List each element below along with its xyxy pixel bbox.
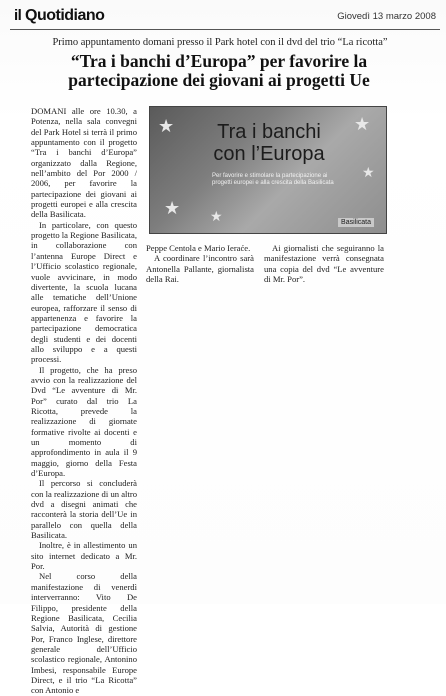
photo-title-line: Tra i banchi — [217, 121, 321, 143]
paragraph: Inoltre, è in allestimento un sito internet dedicato a Mr. Por. — [31, 540, 137, 572]
masthead — [10, 7, 440, 30]
paragraph: Il percorso si concluderà con la realizzazione di un altro dvd a disegni animati che racconterà la storia dell’Ue in parallelo con quella della Basilicata. — [31, 478, 137, 541]
eu-star-icon: ★ — [362, 166, 375, 181]
article-photo — [149, 106, 387, 234]
paragraph: Peppe Centola e Mario Ieraće. — [146, 243, 251, 253]
eu-star-icon: ★ — [354, 114, 371, 134]
paragraph: In particolare, con questo progetto la Regione Basilicata, in collaborazione con l’antenna Europe Direct e l’Ufficio scolastico regionale, vuole avvicinare, in modo divertente, la scuola lucana alle tematiche dell’Unione europea, rafforzare il senso di appartenenza e favorire la partecipazione democratica degli studenti e dei docenti allo sviluppo e a questi processi. — [31, 219, 137, 365]
paragraph: Ai giornalisti che seguiranno la manifestazione verrà consegnata una copia del dvd “Le avventure di Mr. Por”. — [264, 243, 384, 285]
photo-title-line: con l’Europa — [213, 143, 325, 165]
article-headline: “Tra i banchi d’Europa” per favorire la partecipazione dei giovani ai progetti Ue — [68, 51, 370, 90]
issue-date: Giovedì 13 marzo 2008 — [337, 11, 436, 22]
paragraph: A coordinare l’incontro sarà Antonella Pallante, giornalista della Rai. — [146, 253, 254, 285]
paragraph: Nel corso della manifestazione di venerdì interverranno: Vito De Filippo, presidente della Regione Basilicata, Cecilia Salvia, Autorità di gestione Por, Franco Inglese, direttore generale dell’Ufficio scolastico regionale, Antonino Imbesi, responsabile Europe Direct, e il trio “La Ricotta” con Antonio e — [31, 571, 137, 696]
article-column-2 — [146, 243, 254, 284]
paragraph: Il progetto, che ha preso avvio con la realizzazione del Dvd “Le avventure di Mr. Por” curato dal trio La Ricotta, prevede la realizzazione di giornate formative rivolte ai docenti e un momento di approfondimento in aula il 9 maggio, giorno della Festa d’Europa. — [31, 364, 137, 479]
logo-prefix: il — [14, 7, 26, 24]
eu-star-icon: ★ — [164, 198, 181, 218]
photo-subtitle: Per favorire e stimolare la partecipazione ai progetti europei e alla crescita della Basilicata — [212, 173, 334, 186]
photo-title — [194, 121, 344, 165]
paragraph: DOMANI alle ore 10.30, a Potenza, nella sala convegni del Park Hotel si terrà il primo appuntamento con il progetto “Tra i banchi d’Europa” organizzato dalla Regione, nell’ambito del Por 2000 / 2006, per favorire la partecipazione dei giovani ai progetti europei e alla crescita della Basilicata. — [31, 106, 137, 220]
article-column-3 — [264, 243, 384, 284]
newspaper-logo — [14, 7, 104, 25]
article-kicker: Primo appuntamento domani presso il Park hotel con il dvd del trio “La ricotta” — [52, 37, 388, 48]
logo-main: Quotidiano — [25, 7, 105, 24]
eu-star-icon: ★ — [210, 210, 223, 225]
eu-star-icon: ★ — [158, 116, 175, 136]
region-logo: Basilicata — [338, 218, 374, 227]
article-column-1 — [31, 106, 137, 696]
